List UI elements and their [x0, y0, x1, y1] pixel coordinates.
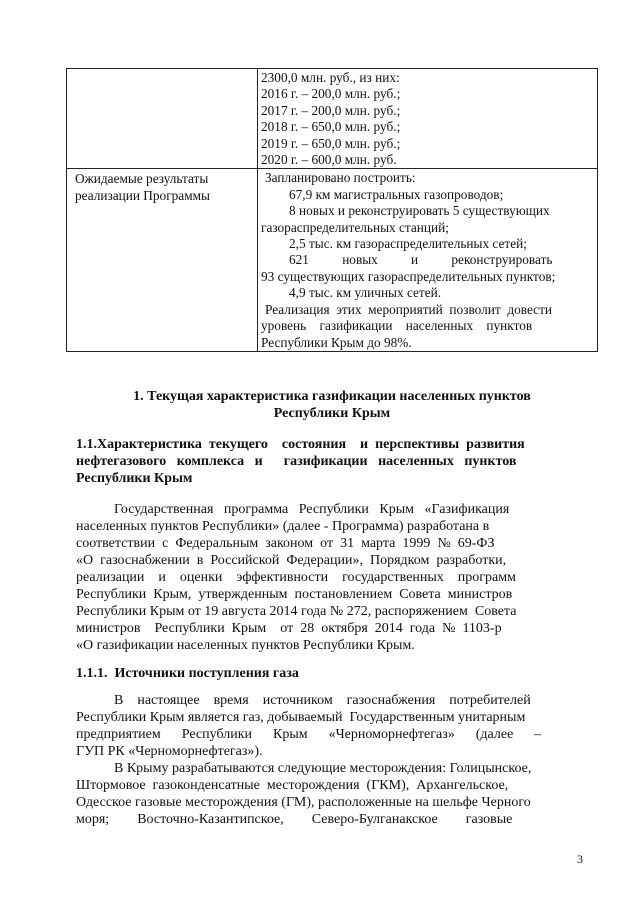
table-cell-results — [258, 169, 598, 351]
table-cell-label-results — [67, 169, 258, 351]
paragraph-deposits — [76, 760, 586, 828]
paragraph-line: соответствии с Федеральным законом от 31 марта 1999 № 69-ФЗ — [76, 536, 495, 551]
results-line: 93 существующих газораспределительных пунктов; — [261, 268, 556, 284]
funding-line: 2300,0 млн. руб., из них: — [261, 70, 400, 85]
results-line: 4,9 тыс. км уличных сетей. — [289, 285, 442, 301]
funding-line: 2019 г. – 650,0 млн. руб.; — [261, 135, 401, 151]
paragraph-line: «О газоснабжении в Российской Федерации», Порядком разработки, — [76, 553, 507, 568]
paragraph-line: предприятием Республики Крым «Черноморнефтегаз» (далее – — [76, 727, 542, 742]
subsection-heading-line: Республики Крым — [76, 471, 193, 486]
funding-line: 2018 г. – 650,0 млн. руб.; — [261, 119, 401, 135]
section-heading-line: Республики Крым — [273, 406, 391, 421]
table-cell-funding — [258, 69, 598, 169]
paragraph-line: Одесское газовые месторождения (ГМ), расположенные на шельфе Черного — [76, 795, 531, 810]
paragraph-line: Штормовое газоконденсатные месторождения (ГКМ), Архангельское, — [76, 778, 509, 793]
paragraph-program-intro — [76, 501, 586, 654]
row-label-line: Ожидаемые результаты — [75, 171, 209, 187]
row-label-line: реализации Программы — [75, 187, 210, 203]
paragraph-gas-sources — [76, 692, 586, 760]
paragraph-line: ГУП РК «Черноморнефтегаз»). — [76, 744, 263, 759]
results-line: Запланировано построить: — [265, 170, 416, 186]
paragraph-line: Республики Крым от 19 августа 2014 года № 272, распоряжением Совета — [76, 604, 517, 619]
results-line: 67,9 км магистральных газопроводов; — [289, 186, 504, 202]
paragraph-line: реализации и оценки эффективности государственных программ — [76, 570, 516, 585]
funding-line: 2017 г. – 200,0 млн. руб.; — [261, 102, 401, 118]
paragraph-line: «О газификации населенных пунктов Республики Крым. — [76, 638, 415, 653]
paragraph-line: В настоящее время источником газоснабжения потребителей — [114, 693, 531, 708]
subsubsection-heading: 1.1.1. Источники поступления газа — [76, 666, 299, 681]
paragraph-line: министров Республики Крым от 28 октября 2014 года № 1103-р — [76, 621, 502, 636]
subsection-heading-line: нефтегазового комплекса и газификации населенных пунктов — [76, 454, 517, 469]
paragraph-line: моря; Восточно-Казантипское, Северо-Булганакское газовые — [76, 812, 513, 827]
subsection-heading-line: 1.1.Характеристика текущего состояния и перспективы развития — [76, 437, 525, 452]
page-number: 3 — [577, 852, 583, 866]
table-cell-label-empty — [67, 69, 258, 169]
results-line: 8 новых и реконструировать 5 существующих — [289, 203, 550, 219]
paragraph-line: Республики Крым является газ, добываемый Государственным унитарным — [76, 710, 526, 725]
subsection-heading — [76, 436, 586, 487]
program-passport-table — [66, 68, 598, 352]
paragraph-line: В Крыму разрабатываются следующие месторождения: Голицынское, — [114, 761, 532, 776]
section-heading — [66, 388, 598, 422]
results-line: газораспределительных станций; — [261, 219, 449, 235]
paragraph-line: населенных пунктов Республики» (далее - Программа) разработана в — [76, 519, 490, 534]
table-row — [67, 69, 598, 169]
results-line: 2,5 тыс. км газораспределительных сетей; — [289, 236, 527, 252]
funding-line: 2020 г. – 600,0 млн. руб. — [261, 152, 397, 168]
results-line: 621 новых и реконструировать — [289, 252, 553, 268]
funding-line: 2016 г. – 200,0 млн. руб.; — [261, 86, 401, 102]
paragraph-line: Республики Крым, утвержденным постановлением Совета министров — [76, 587, 513, 602]
results-line: Реализация этих мероприятий позволит довести — [265, 301, 552, 317]
section-heading-line: 1. Текущая характеристика газификации населенных пунктов — [133, 389, 531, 404]
paragraph-line: Государственная программа Республики Крым «Газификация — [114, 502, 510, 517]
table-row — [67, 169, 598, 351]
results-line: уровень газификации населенных пунктов — [261, 318, 533, 334]
results-line: Республики Крым до 98%. — [261, 334, 412, 350]
